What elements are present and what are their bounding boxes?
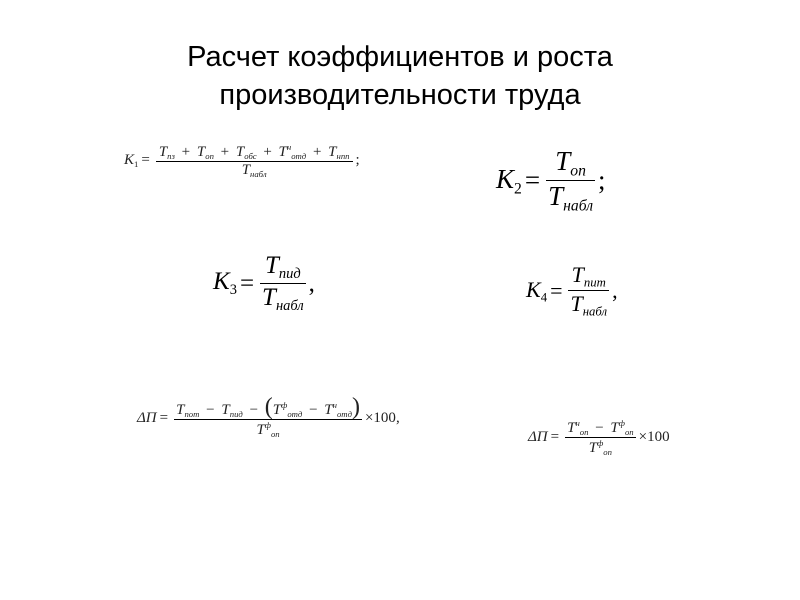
formula-k1: $K_1$ = $T_{пз} + T_{оп} + T_{обс} + T^н_{отд} + T_{нпп}$ $T_{набл}$ ; [124,142,360,180]
k4-fraction [568,262,609,320]
k4-numerator: $T_{пит}$ [571,262,606,290]
dp2-multiplier: ×100 [638,429,670,446]
dp1-tail: , [395,410,400,427]
k3-denominator: $T_{набл}$ [262,284,304,315]
k2-tail: ; [598,165,606,196]
k3-lhs: $K_3$ [213,268,237,299]
k4-tail: , [612,277,618,303]
k1-fraction [156,142,353,179]
k3-tail: , [308,269,315,297]
dp1-lhs: ΔП [137,410,157,427]
slide-title-line-2: производительности труда [219,79,581,111]
formula-productivity-growth-2: ΔП = $\frac{T^н_{оп} - T^ф_{оп}}{T^ф_{оп}}$ ×100 [528,418,670,458]
slide-title-line-1: Расчет коэффициентов и роста [187,41,613,73]
dp1-denominator: $T^ф_{оп}$ [256,420,280,440]
k4-lhs: $K_4$ [526,276,548,305]
k1-denominator: $T_{набл}$ [241,162,267,180]
dp2-fraction [565,418,636,457]
dp2-denominator: $T^ф_{оп}$ [588,438,612,458]
formula-k4: $K_4$ = $\frac{T_{пит}}{T_{набл}}$ , [526,262,618,319]
k2-lhs: $K_2$ [496,163,522,198]
formula-k2: $K_2$ = $\frac{T_{оп}}{T_{набл}}$ ; [496,146,606,215]
formula-k3: $K_3$ = $\frac{T_{пид}}{T_{набл}}$ , [213,252,315,315]
slide-title [0,38,800,114]
k1-numerator: $T_{пз} + T_{оп} + T_{обс} + T^н_{отд} + T_{нпп}$ [158,142,350,162]
k2-numerator: $T_{оп}$ [555,146,586,180]
formula-productivity-growth-1: ΔП = $T_{пот} - T_{пид} - (T^ф_{отд} - T^н_{отд})$ $T^ф_{оп}$ ×100 , [137,394,400,440]
k4-denominator: $T_{набл}$ [570,291,608,319]
dp2-lhs: ΔП [528,429,548,446]
k1-lhs: $K_1$ [124,152,139,170]
k3-fraction [260,252,306,315]
k2-fraction [546,146,595,216]
k1-tail: ; [355,152,360,169]
dp1-fraction [174,394,362,440]
dp1-multiplier: ×100 [364,410,396,427]
k3-numerator: $T_{пид}$ [264,252,301,283]
dp2-numerator: $T^н_{оп} - T^ф_{оп}$ [567,418,634,438]
dp1-numerator: $T_{пот} - T_{пид} - (T^ф_{отд} - T^н_{отд})$ [176,394,360,420]
k2-denominator: $T_{набл}$ [548,181,594,215]
